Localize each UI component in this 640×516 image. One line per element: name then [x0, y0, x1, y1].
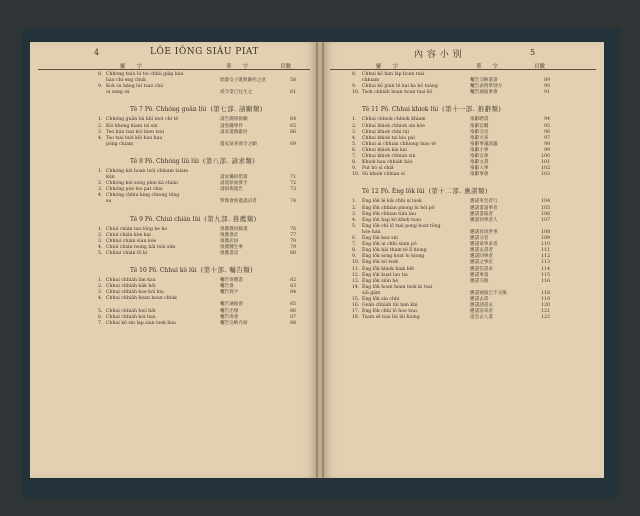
entry-romanized: Chhóng póe tso pat chia	[106, 187, 163, 193]
entry-index: 8.	[98, 72, 103, 77]
entry-romanized: Chiuí chián kòe kaí	[106, 232, 151, 238]
entry-romanized: Goân chhiáh tâi hán khì	[362, 303, 418, 309]
section-title-chinese: (第七部. 請願類)	[210, 105, 263, 114]
entry-chinese: 推辭方來	[470, 135, 489, 141]
entry-romanized: Èng lôk hoan hoan tsok ki tsai	[362, 284, 433, 290]
entry-romanized: pông chiam	[106, 141, 134, 147]
entry-romanized: Èng lôk khiok kiak bêt	[362, 266, 415, 272]
entry-chinese: 囑告通報會	[220, 302, 243, 308]
section-title: Tê 8 Pô. Chhóng liû lûi	[130, 157, 199, 165]
entry-romanized: Kói khong kiam tsí sin	[106, 123, 158, 129]
entry-chinese: 囑告表明單別方	[470, 84, 503, 90]
entry-romanized: Chhui chhiáh hoan hoan chiuk	[106, 296, 177, 302]
entry-page: 119	[541, 297, 550, 302]
entry-page: 101	[541, 160, 550, 166]
entry-index: 5.	[98, 250, 103, 256]
entry-index: 10.	[352, 172, 360, 178]
entry-index: 12.	[352, 272, 360, 278]
entry-index: 2.	[98, 181, 103, 187]
section-heading	[130, 265, 253, 274]
entry-page: 78	[290, 238, 296, 244]
entry-index: 8.	[352, 248, 357, 254]
entry-index: 14.	[352, 284, 360, 290]
entry-page: 103	[541, 172, 550, 178]
entry-page: 97	[544, 135, 550, 141]
entry-index: 17.	[352, 309, 360, 315]
entry-index: 7.	[352, 242, 357, 248]
entry-chinese: 應諾之事定	[470, 260, 493, 266]
entry-page: 108	[541, 229, 550, 235]
entry-page: 112	[541, 254, 550, 260]
entry-chinese: 囑告通報事會	[470, 90, 498, 96]
column-header-chinese: 華 字	[226, 64, 249, 70]
entry-page: 71	[290, 175, 296, 180]
entry-index: 9.	[98, 84, 103, 90]
entry-romanized: Chhui chhiáh lim kau	[106, 278, 156, 283]
entry-index: 13.	[352, 278, 360, 284]
entry-romanized: Chhui chhiáh bâk hôi	[106, 284, 156, 290]
entry-page: 64	[290, 117, 296, 123]
entry-page: 91	[544, 90, 550, 96]
entry-romanized: Èng lôk siùn hè	[362, 278, 399, 284]
entry-romanized: Chhui chhiok chhiok khiam	[362, 117, 426, 123]
entry-romanized: hóe hán	[362, 229, 381, 235]
entry-romanized: Chhui khiok kái kai	[362, 147, 407, 153]
entry-romanized: Chhóng kói song phin kà chián	[106, 181, 178, 187]
entry-index: 6.	[352, 236, 357, 241]
entry-index: 1.	[98, 278, 103, 283]
entry-page: 58	[290, 78, 296, 84]
entry-page: 115	[541, 272, 550, 278]
entry-chinese: 應諾書報者	[470, 211, 493, 217]
entry-romanized: Chhui khiok chhi tái	[362, 129, 410, 135]
entry-page: 114	[541, 266, 550, 272]
entry-romanized: Èng lôk chhi lô hoe tsui	[362, 309, 417, 315]
section-title: Tê 11 Pô. Chhui khiok lûi	[362, 106, 439, 114]
entry-index: 11.	[352, 266, 360, 272]
entry-index: 2.	[98, 123, 103, 129]
entry-romanized: Chhui khiok tai kiu pai	[362, 135, 415, 141]
entry-chinese: 應諾去書	[470, 297, 489, 302]
entry-chinese: 囑告出發	[220, 308, 239, 314]
entry-romanized: Put hò sí chiâ	[362, 166, 394, 172]
entry-romanized: Èng lôk sin chhi	[362, 297, 400, 302]
entry-index: 18.	[352, 315, 360, 321]
entry-romanized: hàu chí eng chuk	[106, 78, 146, 84]
entry-page: 73	[290, 187, 296, 193]
entry-page: 118	[541, 290, 550, 296]
entry-chinese: 應諾書請事者	[470, 205, 498, 211]
entry-index: 3.	[98, 129, 103, 135]
entry-index: 2.	[352, 123, 357, 129]
entry-page: 79	[290, 244, 296, 250]
entry-chinese: 應諾通報已不交換	[470, 290, 507, 296]
entry-page: 74	[290, 199, 296, 205]
entry-romanized: Chhóng kói hoan tsói chhiam tsíam	[106, 168, 189, 174]
left-page	[30, 42, 318, 478]
header-rule	[38, 69, 310, 70]
entry-romanized: Tso tsai tsói kôi hau hau	[106, 135, 163, 141]
section-heading	[362, 104, 501, 113]
entry-romanized: Teo háu tsai kói kien tsui	[106, 129, 165, 135]
running-header: LÔE IÔNG SIÁU PIAT	[150, 47, 259, 57]
entry-page: 77	[290, 232, 296, 238]
entry-romanized: su	[106, 199, 112, 205]
entry-romanized: Chhiuí chian sian kóe	[106, 238, 157, 244]
entry-romanized: Tsok chhiáh hoan hoan tsai kô	[362, 90, 433, 96]
entry-index: 5.	[352, 141, 357, 147]
entry-romanized: Chhui chhiáh koe kói kiu	[106, 290, 164, 296]
entry-page: 61	[290, 90, 296, 96]
entry-romanized: Èng lôk song hoat lo hiong	[362, 254, 425, 260]
entry-page: 120	[541, 303, 550, 309]
section-title-chinese: (第十部. 囑告類)	[200, 266, 254, 274]
entry-romanized: Khiok hau chhiáh báu	[362, 160, 413, 166]
entry-page: 104	[541, 199, 550, 205]
entry-chinese: 推薦會計	[220, 232, 239, 238]
entry-index: 2.	[352, 205, 357, 211]
entry-index: 3.	[98, 290, 103, 296]
entry-index: 9.	[352, 254, 357, 260]
entry-index: 4.	[98, 296, 103, 302]
entry-index: 9.	[352, 84, 357, 90]
entry-chinese: 應諾來会者行	[470, 199, 498, 205]
entry-page: 95	[544, 123, 550, 129]
entry-index: 10.	[352, 260, 360, 266]
entry-page: 107	[541, 217, 550, 223]
column-header-page: 頁數	[534, 64, 546, 70]
entry-romanized: Chhui khiok chhian sin	[362, 154, 416, 159]
entry-chinese: 請求籌捐借資	[220, 175, 248, 180]
entry-page: 89	[544, 78, 550, 84]
entry-chinese: 推辭交見	[470, 129, 489, 135]
entry-index: 7.	[98, 320, 103, 326]
entry-index: 2.	[98, 284, 103, 290]
entry-index: 1.	[98, 226, 103, 232]
column-header-chinese: 華 字	[476, 64, 499, 70]
entry-page: 69	[290, 141, 296, 147]
entry-romanized: Èng lôk kau sin	[362, 236, 398, 241]
entry-chinese: 囑告會	[220, 284, 234, 290]
entry-chinese: 推辭官會	[470, 154, 489, 159]
entry-chinese: 應諾交者	[470, 236, 489, 241]
entry-page: 122	[541, 315, 550, 321]
entry-chinese: 推薦店員	[220, 238, 239, 244]
right-page	[322, 42, 604, 478]
header-rule	[330, 69, 596, 70]
entry-page: 82	[290, 278, 296, 283]
section-heading	[130, 214, 257, 223]
column-header-romanized: 羅 字	[376, 64, 399, 70]
entry-romanized: chhiam	[362, 78, 380, 84]
running-header: 內 容 小 別	[414, 50, 463, 60]
entry-romanized: Èng lôk chî lô tsai pong hoat tông	[362, 223, 441, 229]
entry-page: 109	[541, 236, 550, 241]
entry-romanized: Èng lôk ui chhi siam pô	[362, 242, 417, 248]
entry-page: 80	[290, 250, 296, 256]
section-title: Tê 9 Pô. Chiuí chián lûi	[130, 215, 201, 223]
entry-page: 94	[544, 117, 550, 123]
entry-page: 110	[541, 242, 550, 248]
entry-index: 6.	[352, 147, 357, 153]
section-title-chinese: (第九部. 推薦類)	[204, 214, 257, 223]
entry-page: 105	[541, 205, 550, 211]
entry-page: 106	[541, 211, 550, 217]
entry-romanized: Kok su háng lúi tsao chá	[106, 84, 163, 90]
entry-chinese: 推薦醫生事	[220, 244, 243, 250]
entry-romanized: ui seng sú	[106, 90, 130, 96]
entry-romanized: Èng lôk hap kò kheh tsau	[362, 217, 422, 223]
entry-chinese: 遺家某來發令之願	[220, 141, 257, 147]
entry-romanized: Chhui kô piàn tê kai ka bô toâng	[362, 84, 438, 90]
entry-chinese: 請捐佈施告	[220, 187, 243, 193]
entry-chinese: 推辭聘書	[470, 117, 489, 123]
entry-index: 2.	[98, 232, 103, 238]
entry-index: 5.	[98, 308, 103, 314]
entry-romanized: Èng lôk chhian tiân lau	[362, 211, 416, 217]
section-title-chinese: (第十一部. 推辭類)	[442, 105, 502, 114]
entry-page: 84	[290, 290, 296, 296]
entry-romanized: Èng lôk tsí tsok	[362, 260, 399, 266]
entry-index: 16.	[352, 303, 360, 309]
entry-chinese: 應諾信書求	[470, 266, 493, 272]
entry-index: 1.	[352, 117, 357, 123]
entry-page: 85	[290, 302, 296, 308]
entry-index: 1.	[98, 168, 103, 174]
entry-romanized: Chhui chhiáh hwi hât	[106, 308, 156, 314]
book-gutter	[316, 42, 324, 478]
entry-page: 65	[290, 123, 296, 129]
entry-page: 72	[290, 181, 296, 187]
entry-chinese: 還会去人書	[470, 315, 493, 321]
entry-chinese: 應諾前來者	[470, 309, 493, 315]
entry-chinese: 應諾請書去	[470, 303, 493, 309]
page-number: 5	[530, 48, 536, 57]
entry-chinese: 推辭官職	[470, 123, 489, 129]
entry-romanized: Sû khiok chhian sí	[362, 172, 405, 178]
column-header-romanized: 羅 字	[120, 64, 143, 70]
entry-chinese: 戒令業已往生之	[220, 90, 253, 96]
entry-index: 4.	[352, 217, 357, 223]
entry-chinese: 囑告交納還書	[470, 78, 498, 84]
entry-page: 88	[290, 320, 296, 326]
entry-romanized: Èng lôk lé lok chhí sí tsok	[362, 199, 422, 205]
entry-romanized: Chhui kô han lap hoan tsái	[362, 72, 425, 77]
page-number: 4	[94, 48, 100, 57]
column-header-page: 頁數	[280, 64, 292, 70]
section-title-chinese: (第十二部. 應諾類)	[428, 187, 488, 196]
entry-page: 98	[544, 141, 550, 147]
entry-chinese: 囑告交納介紹	[220, 320, 248, 326]
entry-index: 4.	[98, 135, 103, 141]
entry-index: 6.	[98, 314, 103, 320]
entry-chinese: 應諾交換	[470, 278, 489, 284]
entry-romanized: Chiuí chián tsong hài tsúi sím	[106, 244, 176, 250]
entry-chinese: 囑告寄贈書	[220, 278, 243, 283]
entry-index: 1.	[352, 199, 357, 205]
entry-chinese: 推辭文書	[470, 160, 489, 166]
entry-page: 90	[544, 84, 550, 90]
entry-chinese: 請求還舊辭居	[220, 129, 248, 135]
entry-page: 102	[541, 166, 550, 172]
entry-chinese: 推辭小事	[470, 147, 489, 153]
entry-index: 4.	[98, 193, 103, 199]
section-title: Tê 7 Pô. Chhóng guân lûi	[130, 106, 207, 114]
entry-romanized: Chiuí chián tsa tông ke ho	[106, 226, 168, 232]
entry-page: 100	[541, 154, 550, 159]
entry-index: 15.	[352, 297, 360, 302]
section-title: Tê 10 Pô. Chhui kô lûi	[130, 267, 197, 274]
section-title: Tê 12 Pô. Èng lôk lûi	[362, 188, 425, 196]
entry-romanized: Chhong tsáu lú toi chhù giáp hàu	[106, 72, 184, 77]
entry-chinese: 應諾貢同世事	[470, 229, 498, 235]
entry-chinese: 應諾事請	[470, 272, 489, 278]
entry-chinese: 推辭事會	[470, 172, 489, 178]
entry-chinese: 囑告寄會	[220, 314, 239, 320]
entry-romanized: Tsam sê tsai liú lâi hiong	[362, 315, 420, 321]
entry-chinese: 娼婆女子既無歸托之意	[220, 78, 266, 84]
entry-romanized: Èng lôk chhian phong lú hói pô	[362, 205, 435, 211]
entry-index: 7.	[352, 154, 357, 159]
entry-chinese: 應諾某事求者	[470, 242, 498, 248]
entry-page: 76	[290, 226, 296, 232]
entry-index: 3.	[98, 238, 103, 244]
entry-romanized: siû gâm	[362, 290, 381, 296]
entry-page: 87	[290, 314, 296, 320]
entry-romanized: Chhui ai chhian chhiong tsao tè	[362, 141, 436, 147]
entry-page: 111	[541, 248, 550, 254]
entry-chinese: 推薦教員錄書	[220, 226, 248, 232]
entry-index: 3.	[98, 187, 103, 193]
entry-romanized: Chhóng guân lúi khí mot chí tê	[106, 117, 179, 123]
entry-chinese: 對教會經過談討者	[220, 199, 257, 205]
entry-chinese: 請免職事件	[220, 123, 243, 129]
entry-page: 83	[290, 284, 296, 290]
entry-chinese: 應諾同事者	[470, 254, 493, 260]
entry-chinese: 囑告寫字	[220, 290, 239, 296]
entry-chinese: 推薦書記	[220, 250, 239, 256]
entry-page: 86	[290, 308, 296, 314]
section-title-chinese: (第八部. 請求類)	[202, 156, 256, 165]
entry-index: 4.	[98, 244, 103, 250]
section-heading	[362, 186, 488, 195]
entry-romanized: Èng lôk kuat lau tiu	[362, 272, 408, 278]
entry-romanized: Èng lôk hài tham tê lî hiong	[362, 248, 427, 254]
entry-index: 4.	[352, 135, 357, 141]
entry-index: 3.	[352, 211, 357, 217]
entry-index: 8.	[352, 72, 357, 77]
entry-page: 96	[544, 129, 550, 135]
entry-romanized: Chhui chhiáh koi tsai	[106, 314, 156, 320]
entry-romanized: kün	[106, 175, 115, 180]
entry-romanized: Chhóng chhiu king chiong tông	[106, 193, 180, 199]
entry-chinese: 推辭人事	[470, 166, 489, 172]
entry-index: 9.	[352, 166, 357, 172]
entry-romanized: Chhui khiok chhiok sin kóe	[362, 123, 426, 129]
entry-chinese: 應諾何事者人	[470, 217, 498, 223]
entry-romanized: Chhui kô sin lap sian tsek liau	[106, 320, 176, 326]
entry-index: 10.	[352, 90, 360, 96]
entry-index: 5.	[352, 223, 357, 229]
entry-index: 3.	[352, 129, 357, 135]
entry-index: 8.	[352, 160, 357, 166]
entry-romanized: Chhiuí chián tô kí	[106, 250, 148, 256]
section-heading	[130, 156, 255, 165]
entry-page: 99	[544, 147, 550, 153]
entry-page: 113	[541, 260, 550, 266]
entry-page: 116	[541, 278, 550, 284]
section-heading	[130, 104, 263, 113]
entry-index: 1.	[98, 117, 103, 123]
entry-page: 66	[290, 129, 296, 135]
entry-page: 121	[541, 309, 550, 315]
entry-chinese: 請還原面發手	[220, 181, 248, 187]
entry-chinese: 請告簡單接願	[220, 117, 248, 123]
entry-chinese: 推辭事議請議	[470, 141, 498, 147]
entry-chinese: 應諾去書者	[470, 248, 493, 254]
